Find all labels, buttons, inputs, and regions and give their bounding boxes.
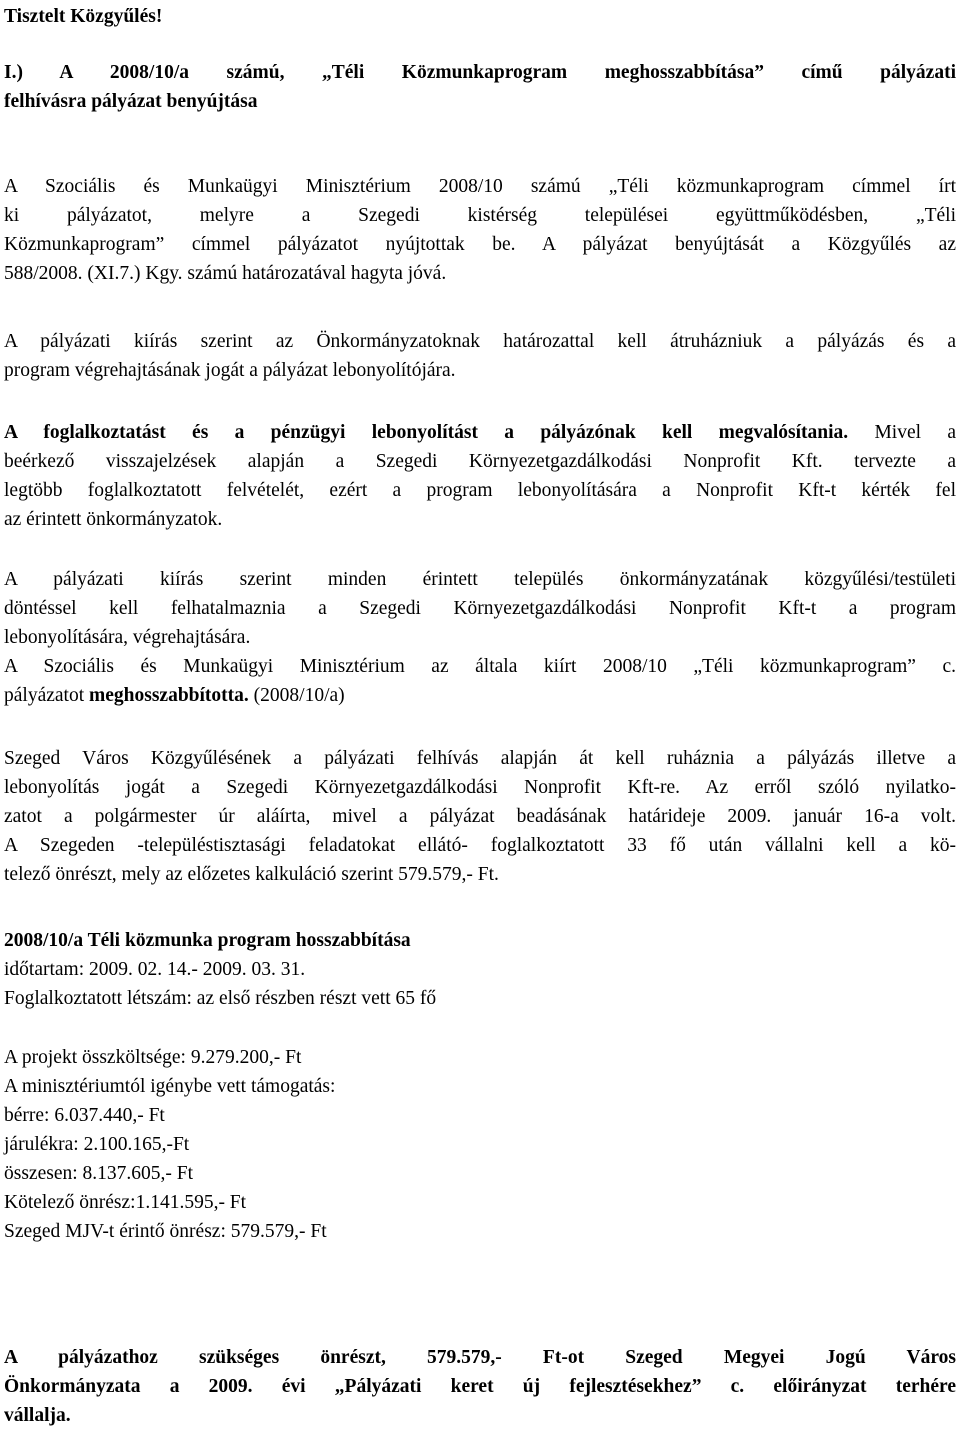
paragraph-line: Közmunkaprogram” címmel pályázatot nyújtottak be. A pályázat benyújtását a Közgyűlés az <box>4 234 956 255</box>
text-segment: Mivel a <box>848 422 957 443</box>
cost-contributions: járulékra: 2.100.165,-Ft <box>4 1134 190 1155</box>
conclusion <box>4 1343 956 1430</box>
paragraph-line: lebonyolítására, végrehajtására. <box>4 627 251 648</box>
section-title-line: felhívásra pályázat benyújtása <box>4 91 258 112</box>
paragraph-line <box>4 418 956 447</box>
paragraph-5 <box>4 744 956 889</box>
greeting: Tisztelt Közgyűlés! <box>4 6 163 27</box>
paragraph-line: lebonyolítás jogát a Szegedi Környezetgazdálkodási Nonprofit Kft-re. Az erről szóló nyilatko- <box>4 777 956 798</box>
paragraph-line: A Szociális és Munkaügyi Minisztérium az általa kiírt 2008/10 „Téli közmunkaprogram” c. <box>4 656 956 677</box>
program-heading: 2008/10/a Téli közmunka program hosszabbítása <box>4 930 411 951</box>
paragraph-4 <box>4 565 956 710</box>
paragraph-line: legtöbb foglalkoztatott felvételét, ezért a program lebonyolítására a Nonprofit Kft-t kérték fel <box>4 480 956 501</box>
cost-total: A projekt összköltsége: 9.279.200,- Ft <box>4 1047 302 1068</box>
paragraph-1 <box>4 172 956 288</box>
paragraph-line: beérkező visszajelzések alapján a Szegedi Környezetgazdálkodási Nonprofit Kft. tervezte a <box>4 451 956 472</box>
text-segment: (2008/10/a) <box>248 685 345 706</box>
paragraph-line: A Szociális és Munkaügyi Minisztérium 2008/10 számú „Téli közmunkaprogram címmel írt <box>4 176 956 197</box>
bold-statement: A foglalkoztatást és a pénzügyi lebonyolítást a pályázónak kell megvalósítania. <box>4 422 849 443</box>
paragraph-line: az érintett önkormányzatok. <box>4 509 223 530</box>
cost-breakdown <box>4 1043 956 1246</box>
paragraph-2 <box>4 327 956 385</box>
section-title <box>4 58 956 116</box>
program-duration: időtartam: 2009. 02. 14.- 2009. 03. 31. <box>4 959 306 980</box>
paragraph-line <box>4 681 956 710</box>
paragraph-3 <box>4 418 956 534</box>
section-title-line: I.) A 2008/10/a számú, „Téli Közmunkaprogram meghosszabbítása” című pályázati <box>4 62 956 83</box>
cost-wages: bérre: 6.037.440,- Ft <box>4 1105 165 1126</box>
cost-sum: összesen: 8.137.605,- Ft <box>4 1163 194 1184</box>
paragraph-line: A pályázati kiírás szerint az Önkormányzatoknak határozattal kell átruházniuk a pályázás és a <box>4 331 956 352</box>
greeting-block <box>4 2 956 31</box>
program-headcount: Foglalkoztatott létszám: az első részben részt vett 65 fő <box>4 988 437 1009</box>
paragraph-line: zatot a polgármester úr aláírta, mivel a pályázat beadásának határideje 2009. január 16-a volt. <box>4 806 956 827</box>
text-segment: pályázatot <box>4 685 89 706</box>
program-details <box>4 926 956 1013</box>
cost-ministry-support: A minisztériumtól igénybe vett támogatás: <box>4 1076 336 1097</box>
paragraph-line: A Szegeden -településtisztasági feladatokat ellátó- foglalkoztatott 33 fő után vállalni kell a kö- <box>4 835 956 856</box>
cost-szeged-own: Szeged MJV-t érintő önrész: 579.579,- Ft <box>4 1221 327 1242</box>
paragraph-line: A pályázati kiírás szerint minden érintett település önkormányzatának közgyűlési/testületi <box>4 569 956 590</box>
paragraph-line: program végrehajtásának jogát a pályázat lebonyolítójára. <box>4 360 456 381</box>
paragraph-line: telező önrészt, mely az előzetes kalkuláció szerint 579.579,- Ft. <box>4 864 499 885</box>
paragraph-line: 588/2008. (XI.7.) Kgy. számú határozatával hagyta jóvá. <box>4 263 447 284</box>
bold-term: meghosszabbította. <box>89 685 249 706</box>
conclusion-line: vállalja. <box>4 1405 71 1426</box>
cost-mandatory-own: Kötelező önrész:1.141.595,- Ft <box>4 1192 247 1213</box>
paragraph-line: döntéssel kell felhatalmaznia a Szegedi Környezetgazdálkodási Nonprofit Kft-t a program <box>4 598 956 619</box>
conclusion-line: Önkormányzata a 2009. évi „Pályázati keret új fejlesztésekhez” c. előirányzat terhére <box>4 1376 956 1397</box>
conclusion-line: A pályázathoz szükséges önrészt, 579.579,- Ft-ot Szeged Megyei Jogú Város <box>4 1347 956 1368</box>
paragraph-line: Szeged Város Közgyűlésének a pályázati felhívás alapján át kell ruháznia a pályázás illetve a <box>4 748 956 769</box>
paragraph-line: ki pályázatot, melyre a Szegedi kistérség települései együttműködésben, „Téli <box>4 205 956 226</box>
